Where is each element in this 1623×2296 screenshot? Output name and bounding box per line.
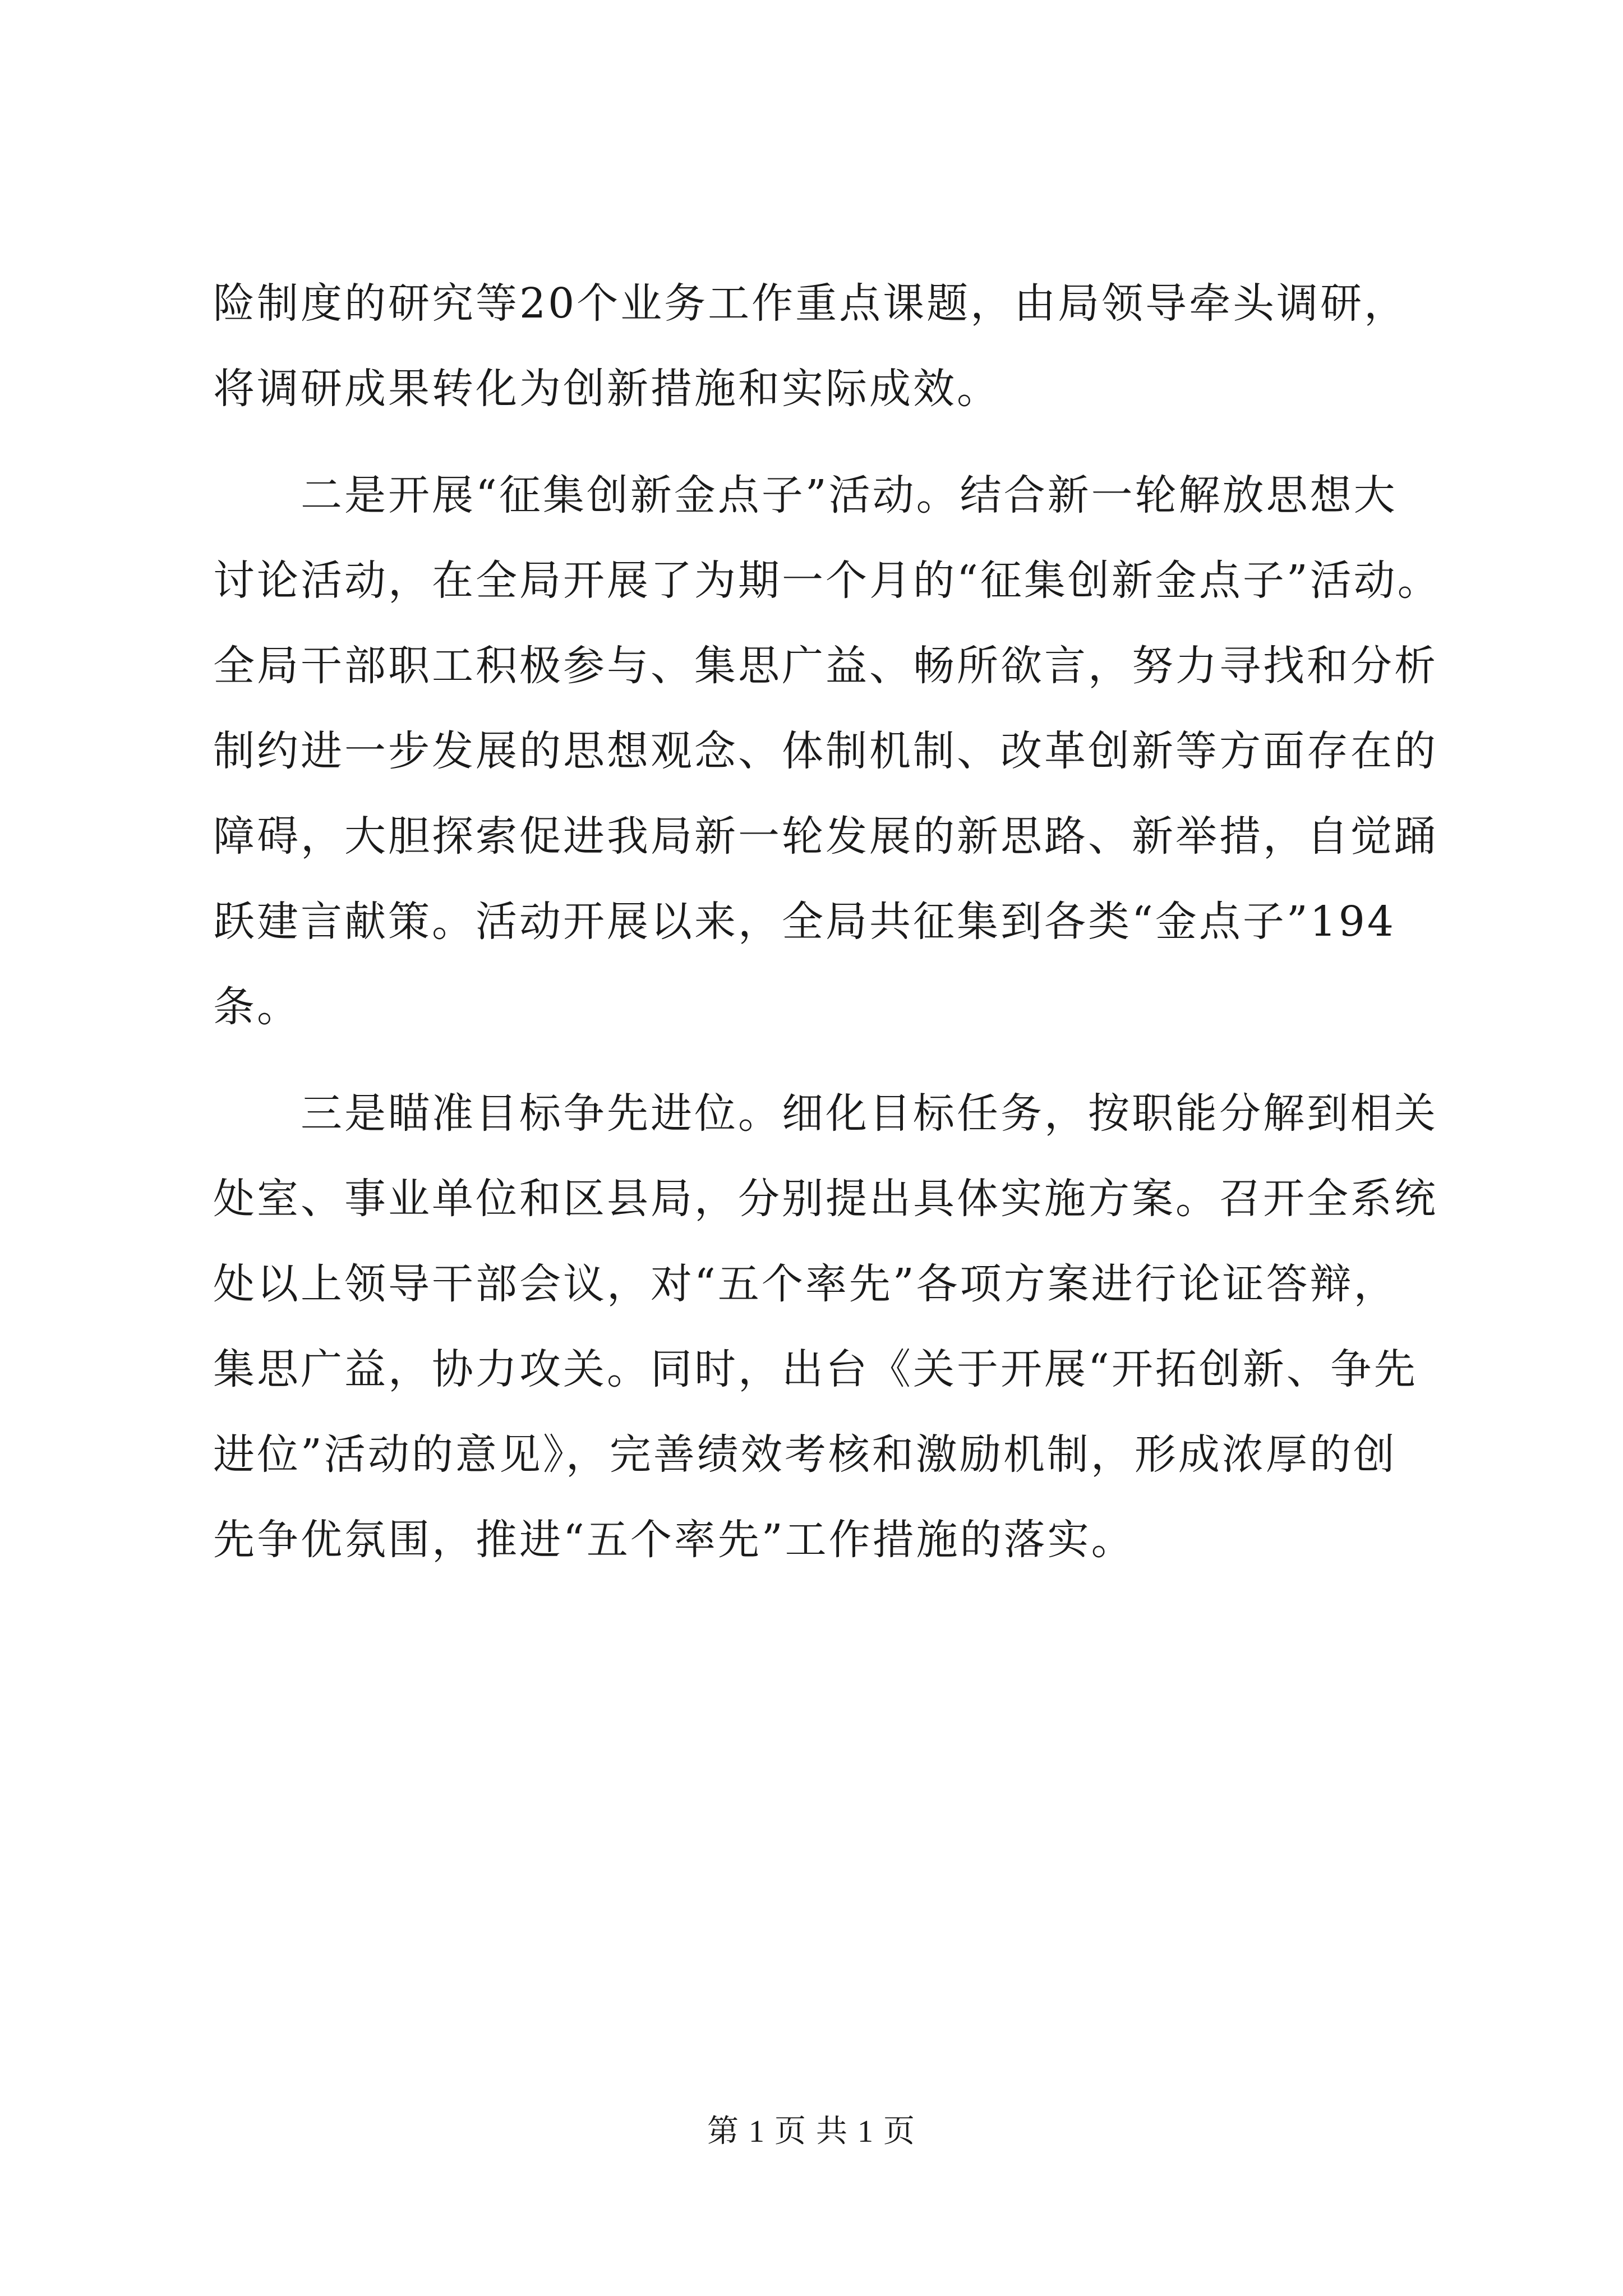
text-line: 处以上领导干部会议，对“五个率先”各项方案进行论证答辩， — [213, 1260, 1398, 1308]
paragraph — [213, 453, 1441, 1050]
text-line: 将调研成果转化为创新措施和实际成效。 — [213, 365, 1000, 413]
text-line: 进位”活动的意见》，完善绩效考核和激励机制，形成浓厚的创 — [213, 1430, 1397, 1479]
text-line: 全局干部职工积极参与、集思广益、畅所欲言，努力寻找和分析 — [213, 642, 1438, 690]
text-line: 集思广益，协力攻关。同时，出台《关于开展“开拓创新、争先 — [213, 1345, 1418, 1393]
text-line: 先争优氛围，推进“五个率先”工作措施的落实。 — [213, 1516, 1135, 1564]
page-footer: 第 1 页 共 1 页 — [707, 2114, 916, 2149]
paragraph — [213, 261, 1419, 431]
text-line: 障碍，大胆探索促进我局新一轮发展的新思路、新举措，自觉踊 — [213, 812, 1438, 861]
text-line: 讨论活动，在全局开展了为期一个月的“征集创新金点子”活动。 — [213, 556, 1441, 605]
text-line: 处室、事业单位和区县局，分别提出具体实施方案。召开全系统 — [213, 1175, 1438, 1223]
document-body — [213, 261, 1441, 1582]
text-line: 三是瞄准目标争先进位。细化目标任务，按职能分解到相关 — [301, 1089, 1438, 1138]
text-line: 制约进一步发展的思想观念、体制机制、改革创新等方面存在的 — [213, 727, 1438, 775]
text-line: 二是开展“征集创新金点子”活动。结合新一轮解放思想大 — [301, 471, 1398, 519]
paragraph — [213, 1071, 1438, 1582]
text-line: 跃建言献策。活动开展以来，全局共征集到各类“金点子”194 — [213, 898, 1396, 946]
text-line: 险制度的研究等20个业务工作重点课题，由局领导牵头调研， — [213, 279, 1408, 328]
text-line: 条。 — [213, 983, 301, 1031]
